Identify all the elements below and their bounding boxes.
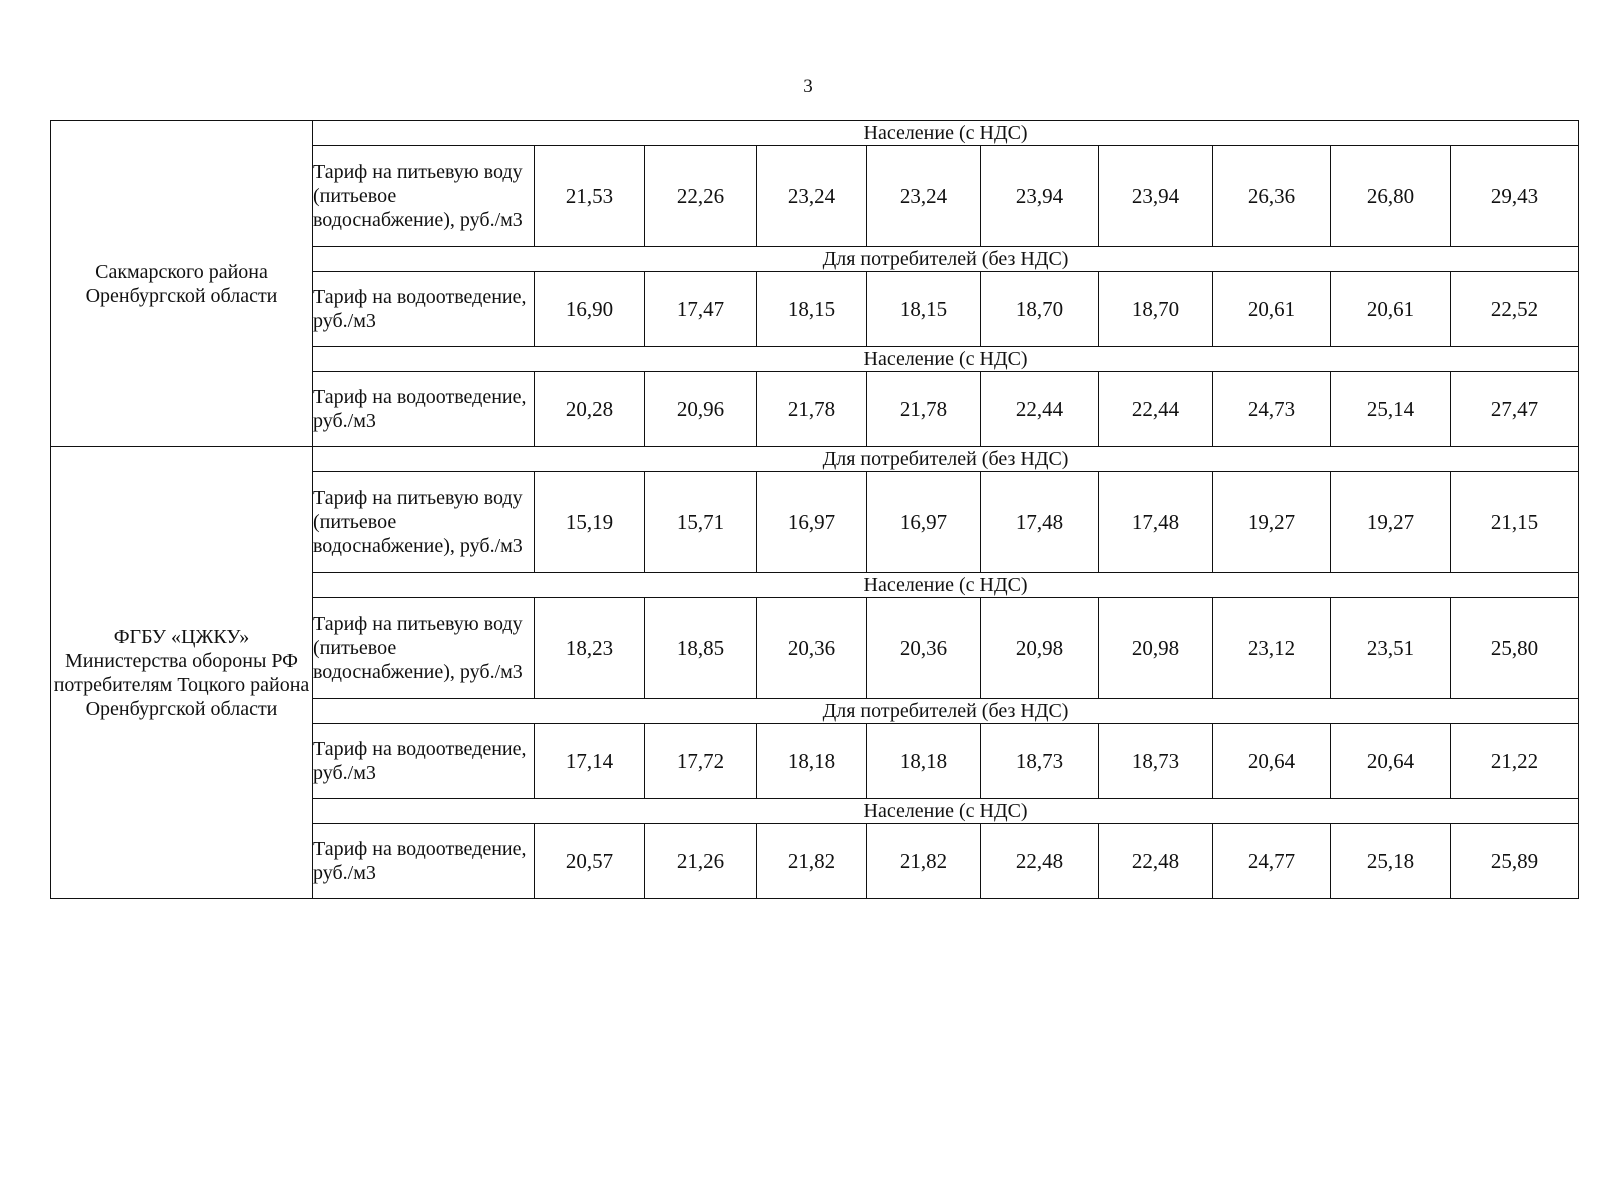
tariff-value: 23,12: [1213, 598, 1331, 699]
tariff-value: 26,36: [1213, 146, 1331, 247]
tariff-value: 18,73: [1099, 724, 1213, 799]
tariff-value: 25,89: [1451, 824, 1579, 899]
tariff-value: 22,48: [1099, 824, 1213, 899]
consumer-group-label: Население (с НДС): [313, 347, 1579, 372]
tariff-value: 20,57: [535, 824, 645, 899]
tariff-value: 16,97: [867, 472, 981, 573]
consumer-group-label: Для потребителей (без НДС): [313, 699, 1579, 724]
consumer-group-label: Население (с НДС): [313, 573, 1579, 598]
tariff-value: 18,15: [757, 272, 867, 347]
tariff-value: 23,51: [1331, 598, 1451, 699]
tariff-value: 25,14: [1331, 372, 1451, 447]
tariff-value: 25,18: [1331, 824, 1451, 899]
tariff-label: Тариф на питьевую воду (питьевое водоснабжение), руб./м3: [313, 598, 535, 699]
tariff-value: 23,94: [1099, 146, 1213, 247]
tariff-value: 21,26: [645, 824, 757, 899]
tariff-value: 20,64: [1331, 724, 1451, 799]
tariff-label: Тариф на водоотведение, руб./м3: [313, 724, 535, 799]
tariff-value: 20,96: [645, 372, 757, 447]
tariff-value: 17,47: [645, 272, 757, 347]
tariff-value: 18,18: [757, 724, 867, 799]
tariff-value: 20,98: [981, 598, 1099, 699]
tariff-value: 15,71: [645, 472, 757, 573]
consumer-group-label: Для потребителей (без НДС): [313, 447, 1579, 472]
tariff-value: 22,52: [1451, 272, 1579, 347]
tariff-value: 18,18: [867, 724, 981, 799]
tariff-label: Тариф на водоотведение, руб./м3: [313, 824, 535, 899]
tariff-value: 22,26: [645, 146, 757, 247]
tariff-value: 19,27: [1213, 472, 1331, 573]
tariff-value: 20,61: [1331, 272, 1451, 347]
tariff-label: Тариф на питьевую воду (питьевое водоснабжение), руб./м3: [313, 472, 535, 573]
tariff-value: 18,85: [645, 598, 757, 699]
tariff-value: 24,73: [1213, 372, 1331, 447]
tariff-value: 22,44: [981, 372, 1099, 447]
group-header-row: [51, 121, 1579, 146]
tariff-label: Тариф на питьевую воду (питьевое водоснабжение), руб./м3: [313, 146, 535, 247]
tariff-value: 23,24: [757, 146, 867, 247]
tariff-value: 20,36: [867, 598, 981, 699]
tariff-value: 23,24: [867, 146, 981, 247]
tariff-value: 15,19: [535, 472, 645, 573]
organization-name: ФГБУ «ЦЖКУ» Министерства обороны РФ потребителям Тоцкого района Оренбургской области: [51, 447, 313, 899]
tariff-value: 18,23: [535, 598, 645, 699]
tariff-value: 20,98: [1099, 598, 1213, 699]
tariff-value: 21,22: [1451, 724, 1579, 799]
tariff-value: 18,15: [867, 272, 981, 347]
tariff-value: 21,15: [1451, 472, 1579, 573]
tariff-value: 18,70: [1099, 272, 1213, 347]
tariff-value: 25,80: [1451, 598, 1579, 699]
tariff-value: 20,64: [1213, 724, 1331, 799]
consumer-group-label: Население (с НДС): [313, 799, 1579, 824]
tariff-value: 20,28: [535, 372, 645, 447]
group-header-row: [51, 447, 1579, 472]
organization-name: Сакмарского района Оренбургской области: [51, 121, 313, 447]
tariff-value: 21,78: [757, 372, 867, 447]
tariff-value: 21,78: [867, 372, 981, 447]
tariff-value: 17,48: [981, 472, 1099, 573]
tariff-value: 17,48: [1099, 472, 1213, 573]
tariff-value: 16,97: [757, 472, 867, 573]
tariff-label: Тариф на водоотведение, руб./м3: [313, 372, 535, 447]
tariff-value: 21,82: [867, 824, 981, 899]
tariff-value: 24,77: [1213, 824, 1331, 899]
tariff-value: 20,61: [1213, 272, 1331, 347]
page-number: 3: [803, 76, 813, 97]
tariff-value: 21,82: [757, 824, 867, 899]
tariff-value: 26,80: [1331, 146, 1451, 247]
tariff-value: 27,47: [1451, 372, 1579, 447]
tariff-value: 16,90: [535, 272, 645, 347]
tariff-value: 29,43: [1451, 146, 1579, 247]
consumer-group-label: Для потребителей (без НДС): [313, 247, 1579, 272]
tariff-value: 22,44: [1099, 372, 1213, 447]
tariff-value: 21,53: [535, 146, 645, 247]
tariff-value: 18,70: [981, 272, 1099, 347]
tariff-value: 22,48: [981, 824, 1099, 899]
tariff-value: 23,94: [981, 146, 1099, 247]
tariff-value: 17,14: [535, 724, 645, 799]
tariff-value: 20,36: [757, 598, 867, 699]
tariff-label: Тариф на водоотведение, руб./м3: [313, 272, 535, 347]
tariff-value: 17,72: [645, 724, 757, 799]
consumer-group-label: Население (с НДС): [313, 121, 1579, 146]
tariff-table: [50, 120, 1579, 899]
tariff-value: 18,73: [981, 724, 1099, 799]
tariff-value: 19,27: [1331, 472, 1451, 573]
